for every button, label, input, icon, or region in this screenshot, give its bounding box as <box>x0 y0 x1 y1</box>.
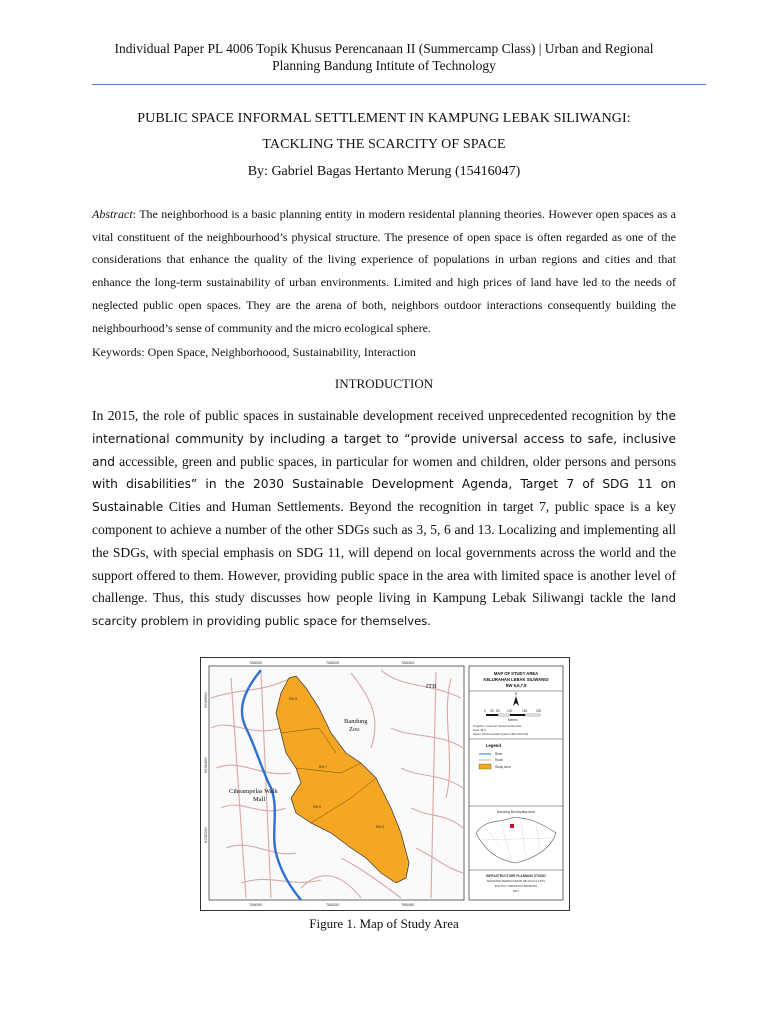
intro-text-3: accessible, green and public spaces, in particular for women and children, older persons and persons <box>119 453 676 469</box>
studio-line-1: INFRASTRUCTURE PLANNING STUDIO <box>486 874 546 878</box>
coord-left-2: 9236400 <box>203 757 208 773</box>
introduction-paragraph <box>92 405 676 633</box>
scale-100: 100 <box>507 709 513 713</box>
label-zoo-2: Zoo <box>349 726 360 733</box>
scale-unit: Meters <box>508 718 518 722</box>
studio-line-3: INSTITUT TEKNOLOGI BANDUNG <box>494 885 538 888</box>
author-byline: By: Gabriel Bagas Hertanto Merung (15416047) <box>247 164 521 179</box>
study-area-map <box>200 657 570 911</box>
studio-line-4: 2017 <box>513 890 519 893</box>
scale-150: 150 <box>522 709 528 713</box>
inset-title: Bandung Municipality Area <box>497 810 535 814</box>
paper-title <box>60 106 708 158</box>
intro-text-1: In 2015, the role of public spaces in sustainable development received unprecedented recognition by <box>92 408 652 423</box>
legend-study: Study Area <box>495 765 511 769</box>
coord-top-2: 788200 <box>326 660 340 665</box>
inset-location-marker <box>510 824 514 828</box>
coord-bottom-2: 788200 <box>326 902 340 907</box>
map-svg <box>201 658 569 910</box>
coord-left-1: 9236600 <box>203 692 208 708</box>
label-mall-2: Mall <box>253 796 266 803</box>
title-line-2: TACKLING THE SCARCITY OF SPACE <box>262 137 506 152</box>
coord-bottom-1: 788000 <box>249 902 263 907</box>
projection-text: Projection: Universal Transverse Mercator <box>473 725 522 728</box>
scale-50: 50 <box>496 709 500 713</box>
legend-study-swatch <box>479 764 491 769</box>
title-line-1: PUBLIC SPACE INFORMAL SETTLEMENT IN KAMPUNG LEBAK SILIWANGI: <box>137 111 631 126</box>
north-label: N <box>514 692 518 696</box>
label-mall-1: Ciheampelas Walk <box>229 788 278 795</box>
label-itb: ITB <box>426 683 437 690</box>
panel-title-1: MAP OF STUDY AREA <box>493 671 539 676</box>
scale-25: 25 <box>490 709 494 713</box>
keywords-line: Keywords: Open Space, Neighborhoood, Sustainability, Interaction <box>92 345 416 359</box>
running-header <box>60 40 708 74</box>
coord-bottom-3: 788400 <box>401 902 415 907</box>
coord-top-1: 788000 <box>249 660 263 665</box>
legend-road: Road <box>495 758 503 762</box>
label-rw-8: RW 8 <box>289 697 297 701</box>
section-heading-introduction: INTRODUCTION <box>334 376 434 391</box>
datum-text: Datum: World Geodetic System 1984 (WGS 84) <box>473 733 529 736</box>
abstract-label: Abstract <box>92 207 133 221</box>
abstract-paragraph <box>92 203 676 339</box>
studio-line-2: MAGISTER PERENCANAAN WILAYAH & KOTA <box>486 880 546 883</box>
coord-top-3: 788400 <box>401 660 415 665</box>
intro-text-6: land scarcity problem in providing public space for themselves. <box>92 591 676 629</box>
panel-title-2: KELURAHAN LEBAK SILIWANGI <box>483 677 549 682</box>
legend-river: River <box>495 752 503 756</box>
intro-text-4: with disabilities” in the 2030 Sustainable Development Agenda, Target 7 of SDG 11 on Sustainable <box>92 477 676 515</box>
scale-0: 0 <box>484 709 486 713</box>
coord-left-3: 9236200 <box>203 827 208 843</box>
zone-text: Zone: 48 S <box>473 729 486 732</box>
label-rw-5: RW 5 <box>376 825 384 829</box>
scale-200: 200 <box>536 709 542 713</box>
intro-text-5: Cities and Human Settlements. Beyond the recognition in target 7, public space is a key component to achieve a number of the other SDGs such as 3, 5, 6 and 13. Localizing and implementing all the SDGs, with special emphasis on SDG 11, will depend on local governments across the world and the support offered to them. However, providing public space in the area with limited space is another level of challenge. Thus, this study discusses how people living in Kampung Lebak Siliwangi tackle the <box>92 499 676 606</box>
scale-bar <box>486 714 540 716</box>
panel-title-3: RW 6,6,7,8 <box>505 683 527 688</box>
header-line-2: Planning Bandung Intitute of Technology <box>272 58 496 73</box>
figure-caption: Figure 1. Map of Study Area <box>309 916 459 931</box>
header-line-1: Individual Paper PL 4006 Topik Khusus Perencanaan II (Summercamp Class) | Urban and Regional <box>114 41 654 56</box>
abstract-text: : The neighborhood is a basic planning entity in modern residental planning theories. However open spaces as a vital constituent of the neighbourhood’s physical structure. The presence of open space is often regarded as one of the considerations that enhance the quality of the living experience of populations in urban regions and cities and that enhance the long-term sustainability of urban environments. Limited and high prices of land have led to the needs of neglected public open spaces. They are the arena of both, neighbors outdoor interactions consequently building the neighbourhood’s sense of community and the micro ecological sphere. <box>92 207 676 335</box>
label-rw-6: RW 6 <box>313 805 321 809</box>
header-divider <box>92 84 706 85</box>
label-zoo-1: Bandung <box>344 718 368 725</box>
label-rw-7: RW 7 <box>319 765 327 769</box>
intro-text-2: the international community by including a target to “provide universal access to safe, inclusive and <box>92 409 676 469</box>
legend-title: Legend <box>486 743 501 748</box>
